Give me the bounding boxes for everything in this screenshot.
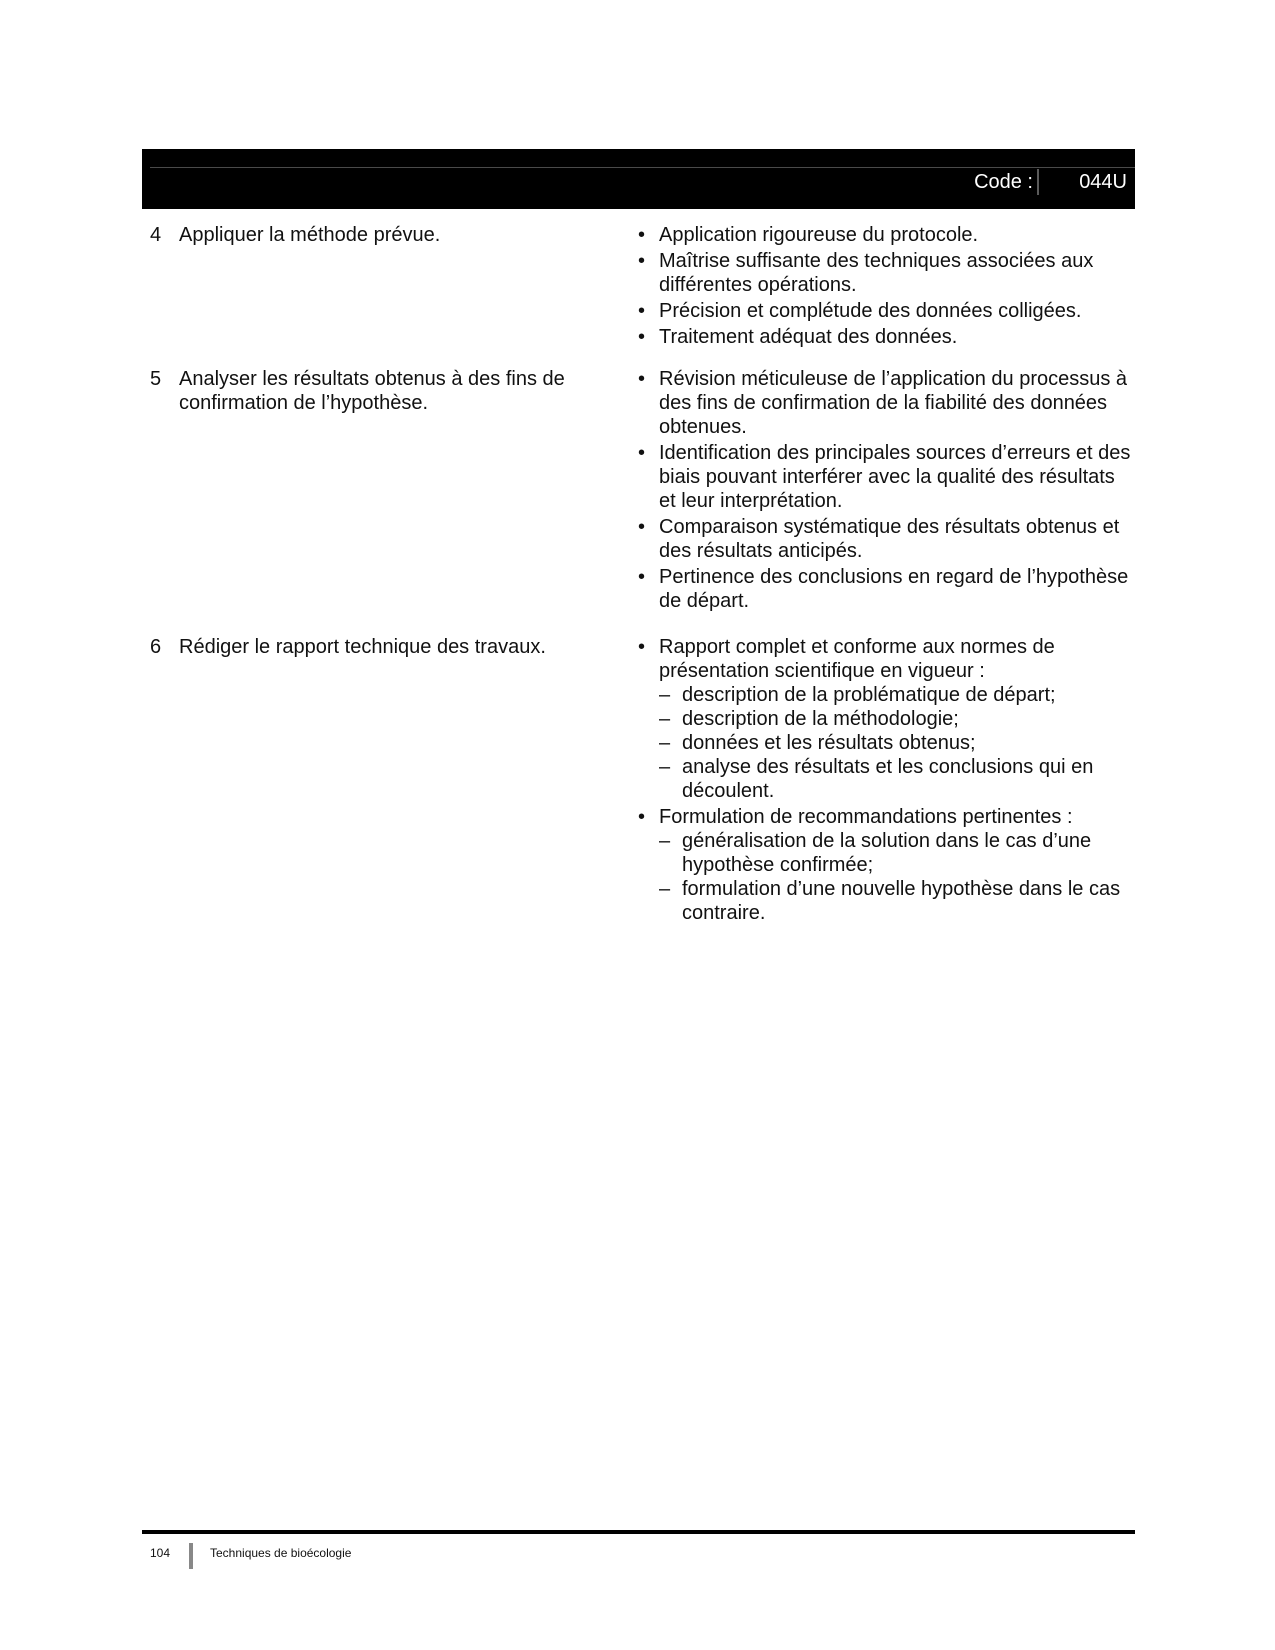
dash-icon: – — [659, 708, 671, 730]
sub-list-item — [659, 683, 1135, 707]
step-label: Appliquer la méthode prévue. — [179, 224, 441, 246]
list-item — [632, 223, 1135, 247]
dash-icon: – — [659, 756, 671, 778]
header-band — [142, 149, 1135, 209]
criteria-list — [632, 223, 1135, 349]
dash-icon: – — [659, 732, 671, 754]
step-number: 4 — [150, 224, 162, 246]
code-value: 044U — [1079, 171, 1127, 193]
sub-criterion-text: données et les résultats obtenus; — [682, 732, 976, 754]
criterion-text: Traitement adéquat des données. — [659, 326, 958, 348]
code-separator — [1037, 169, 1039, 195]
sub-list — [659, 829, 1135, 925]
footer-title: Techniques de bioécologie — [210, 1546, 352, 1560]
bullet-icon: • — [638, 516, 646, 538]
sub-list-item — [659, 829, 1135, 877]
bullet-icon: • — [638, 326, 646, 348]
sub-list — [659, 683, 1135, 803]
criterion-text: Formulation de recommandations pertinentes : — [659, 806, 1073, 828]
criterion-text: Identification des principales sources d’erreurs et des biais pouvant interférer avec la qualité des résultats et leur interprétation. — [659, 442, 1131, 512]
criterion-text: Révision méticuleuse de l’application du processus à des fins de confirmation de la fiabilité des données obtenues. — [659, 368, 1128, 438]
criterion-text: Maîtrise suffisante des techniques associées aux différentes opérations. — [659, 250, 1094, 296]
criterion-text: Application rigoureuse du protocole. — [659, 224, 979, 246]
sub-criterion-text: formulation d’une nouvelle hypothèse dans le cas contraire. — [682, 878, 1121, 924]
list-item — [632, 325, 1135, 349]
criterion-text: Comparaison systématique des résultats obtenus et des résultats anticipés. — [659, 516, 1120, 562]
list-item — [632, 565, 1135, 613]
bullet-icon: • — [638, 566, 646, 588]
step-label: Analyser les résultats obtenus à des fins de confirmation de l’hypothèse. — [179, 368, 565, 414]
criterion-text: Précision et complétude des données colligées. — [659, 300, 1082, 322]
table-row — [142, 223, 1135, 367]
step-number: 5 — [150, 368, 162, 390]
sub-list-item — [659, 731, 1135, 755]
bullet-icon: • — [638, 224, 646, 246]
list-item — [632, 249, 1135, 297]
competency-table — [142, 223, 1135, 927]
list-item — [632, 635, 1135, 803]
step-text — [142, 223, 632, 247]
criterion-text: Pertinence des conclusions en regard de l’hypothèse de départ. — [659, 566, 1129, 612]
sub-criterion-text: généralisation de la solution dans le cas d’une hypothèse confirmée; — [682, 830, 1092, 876]
list-item — [632, 441, 1135, 513]
sub-criterion-text: description de la problématique de départ; — [682, 684, 1056, 706]
bullet-icon: • — [638, 806, 646, 828]
list-item — [632, 515, 1135, 563]
list-item — [632, 299, 1135, 323]
step-text — [142, 367, 632, 415]
sub-list-item — [659, 877, 1135, 925]
code-label: Code : — [974, 171, 1033, 193]
sub-list-item — [659, 707, 1135, 731]
step-text — [142, 635, 632, 659]
bullet-icon: • — [638, 368, 646, 390]
list-item — [632, 805, 1135, 925]
table-row — [142, 367, 1135, 635]
sub-list-item — [659, 755, 1135, 803]
footer-rule — [142, 1530, 1135, 1534]
bullet-icon: • — [638, 250, 646, 272]
sub-criterion-text: description de la méthodologie; — [682, 708, 959, 730]
bullet-icon: • — [638, 636, 646, 658]
dash-icon: – — [659, 878, 671, 900]
dash-icon: – — [659, 684, 671, 706]
list-item — [632, 367, 1135, 439]
dash-icon: – — [659, 830, 671, 852]
header-rule — [150, 167, 1135, 168]
footer-separator — [189, 1543, 193, 1569]
criterion-text: Rapport complet et conforme aux normes de présentation scientifique en vigueur : — [659, 636, 1055, 682]
step-label: Rédiger le rapport technique des travaux. — [179, 636, 546, 658]
bullet-icon: • — [638, 300, 646, 322]
sub-criterion-text: analyse des résultats et les conclusions qui en découlent. — [682, 756, 1094, 802]
criteria-list — [632, 635, 1135, 925]
page-number: 104 — [150, 1546, 171, 1560]
table-row — [142, 635, 1135, 927]
bullet-icon: • — [638, 442, 646, 464]
step-number: 6 — [150, 636, 162, 658]
criteria-list — [632, 367, 1135, 613]
